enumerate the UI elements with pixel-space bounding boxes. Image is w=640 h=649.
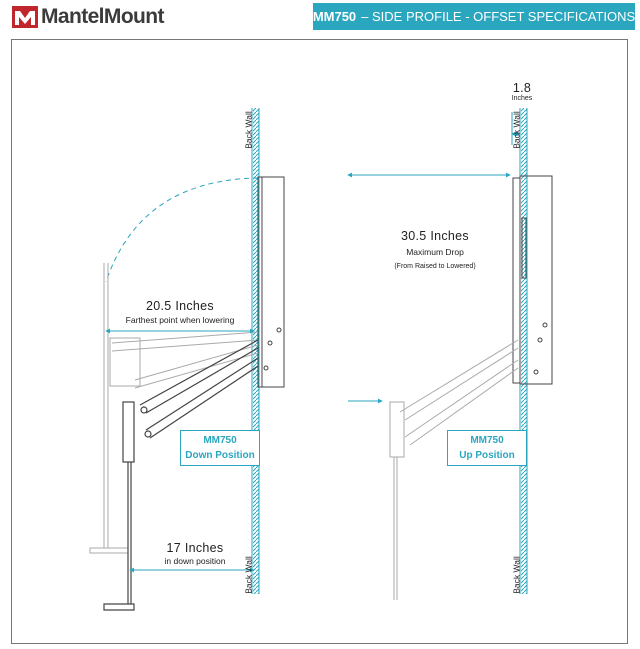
- left-wall-plate: [258, 177, 284, 387]
- left-position-line2: Down Position: [185, 450, 255, 461]
- right-wall-label-bottom: Back Wall: [511, 556, 522, 594]
- model-name: MM750: [312, 9, 357, 24]
- left-position-line1: MM750: [203, 435, 237, 446]
- right-position-line2: Up Position: [459, 450, 515, 461]
- left-dim-top-value: 20.5 Inches: [146, 299, 214, 313]
- left-swing-arc: [106, 178, 258, 282]
- right-position-badge: [447, 430, 527, 466]
- right-drop-subnote: (From Raised to Lowered): [394, 263, 476, 270]
- right-drop-value: 30.5 Inches: [401, 229, 469, 243]
- title-text: – SIDE PROFILE - OFFSET SPECIFICATIONS: [361, 9, 636, 24]
- right-offset-unit: Inches: [511, 95, 533, 102]
- right-ghost-arm: [390, 340, 518, 600]
- left-dim-bottom-value: 17 Inches: [166, 541, 224, 555]
- right-wall-plate: [513, 176, 552, 384]
- right-position-line1: MM750: [470, 435, 504, 446]
- right-wall-label-top: Back Wall: [511, 111, 522, 149]
- right-back-wall: [520, 108, 527, 594]
- left-wall-label-bottom: Back Wall: [243, 556, 254, 594]
- left-dim-top-note: Farthest point when lowering: [125, 315, 235, 325]
- left-dim-bottom-note: in down position: [164, 556, 226, 566]
- left-wall-label-top: Back Wall: [243, 111, 254, 149]
- brand-name: MantelMount: [41, 5, 164, 28]
- right-drop-note: Maximum Drop: [406, 247, 464, 257]
- left-position-badge: [180, 430, 260, 466]
- right-offset-value: 1.8: [512, 81, 532, 95]
